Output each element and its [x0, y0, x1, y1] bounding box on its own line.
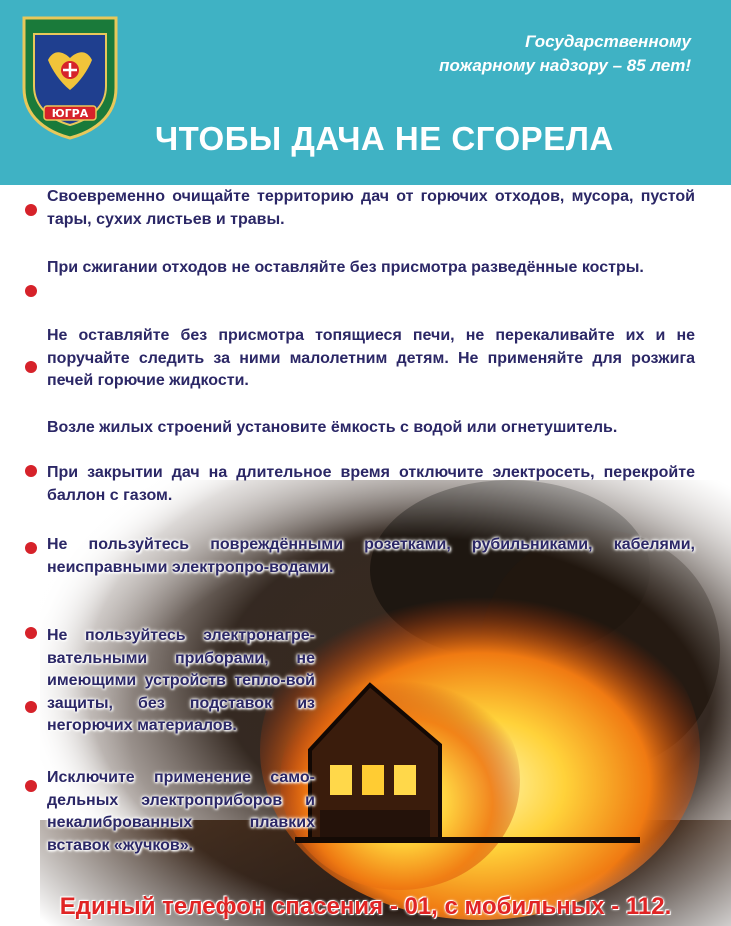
tip-item [47, 534, 695, 579]
anniversary-text [439, 30, 691, 78]
tip-item: Возле жилых строений установите ёмкость с водой или огнетушитель. [47, 419, 618, 436]
bullet-icon [25, 780, 37, 792]
tip-item: При закрытии дач на длительное время отключите электросеть, перекройте баллон с газом. [47, 464, 695, 504]
page-title: ЧТОБЫ ДАЧА НЕ СГОРЕЛА [155, 120, 614, 157]
bullet-icon [25, 542, 37, 554]
tip-item: При сжигании отходов не оставляйте без присмотра разведённые костры. [47, 259, 644, 276]
emergency-phone-banner: Единый телефон спасения - 01, с мобильных - 112. [59, 893, 672, 920]
emblem-icon [18, 10, 122, 140]
bullet-icon [25, 465, 37, 477]
anniversary-line-2: пожарному надзору – 85 лет! [439, 56, 691, 75]
tip-item: Не оставляйте без присмотра топящиеся печи, не перекаливайте их и не поручайте следить за ними малолетним детям. Не применяйте для розжига печей горючие жидкости. [47, 327, 695, 389]
tip-item: Не пользуйтесь электронагре-вательными приборами, не имеющими устройств тепло-вой защиты, без подставок из негорючих материалов. [47, 627, 315, 734]
header-banner [0, 0, 731, 185]
bullet-icon [25, 204, 37, 216]
bullet-icon [25, 701, 37, 713]
anniversary-line-1: Государственному [525, 32, 691, 51]
tip-item: Своевременно очищайте территорию дач от горючих отходов, мусора, пустой тары, сухих листьев и травы. [47, 188, 695, 228]
bullet-icon [25, 361, 37, 373]
tip-text: Не пользуйтесь повреждёнными розетками, рубильниками, кабелями, неисправными электропро-водами. [47, 536, 695, 576]
bullet-icon [25, 627, 37, 639]
svg-text:ЮГРА: ЮГРА [51, 107, 89, 120]
tip-item: Исключите применение само-дельных электроприборов и некалиброванных плавких вставок «жучков». [47, 769, 315, 854]
bullet-icon [25, 285, 37, 297]
